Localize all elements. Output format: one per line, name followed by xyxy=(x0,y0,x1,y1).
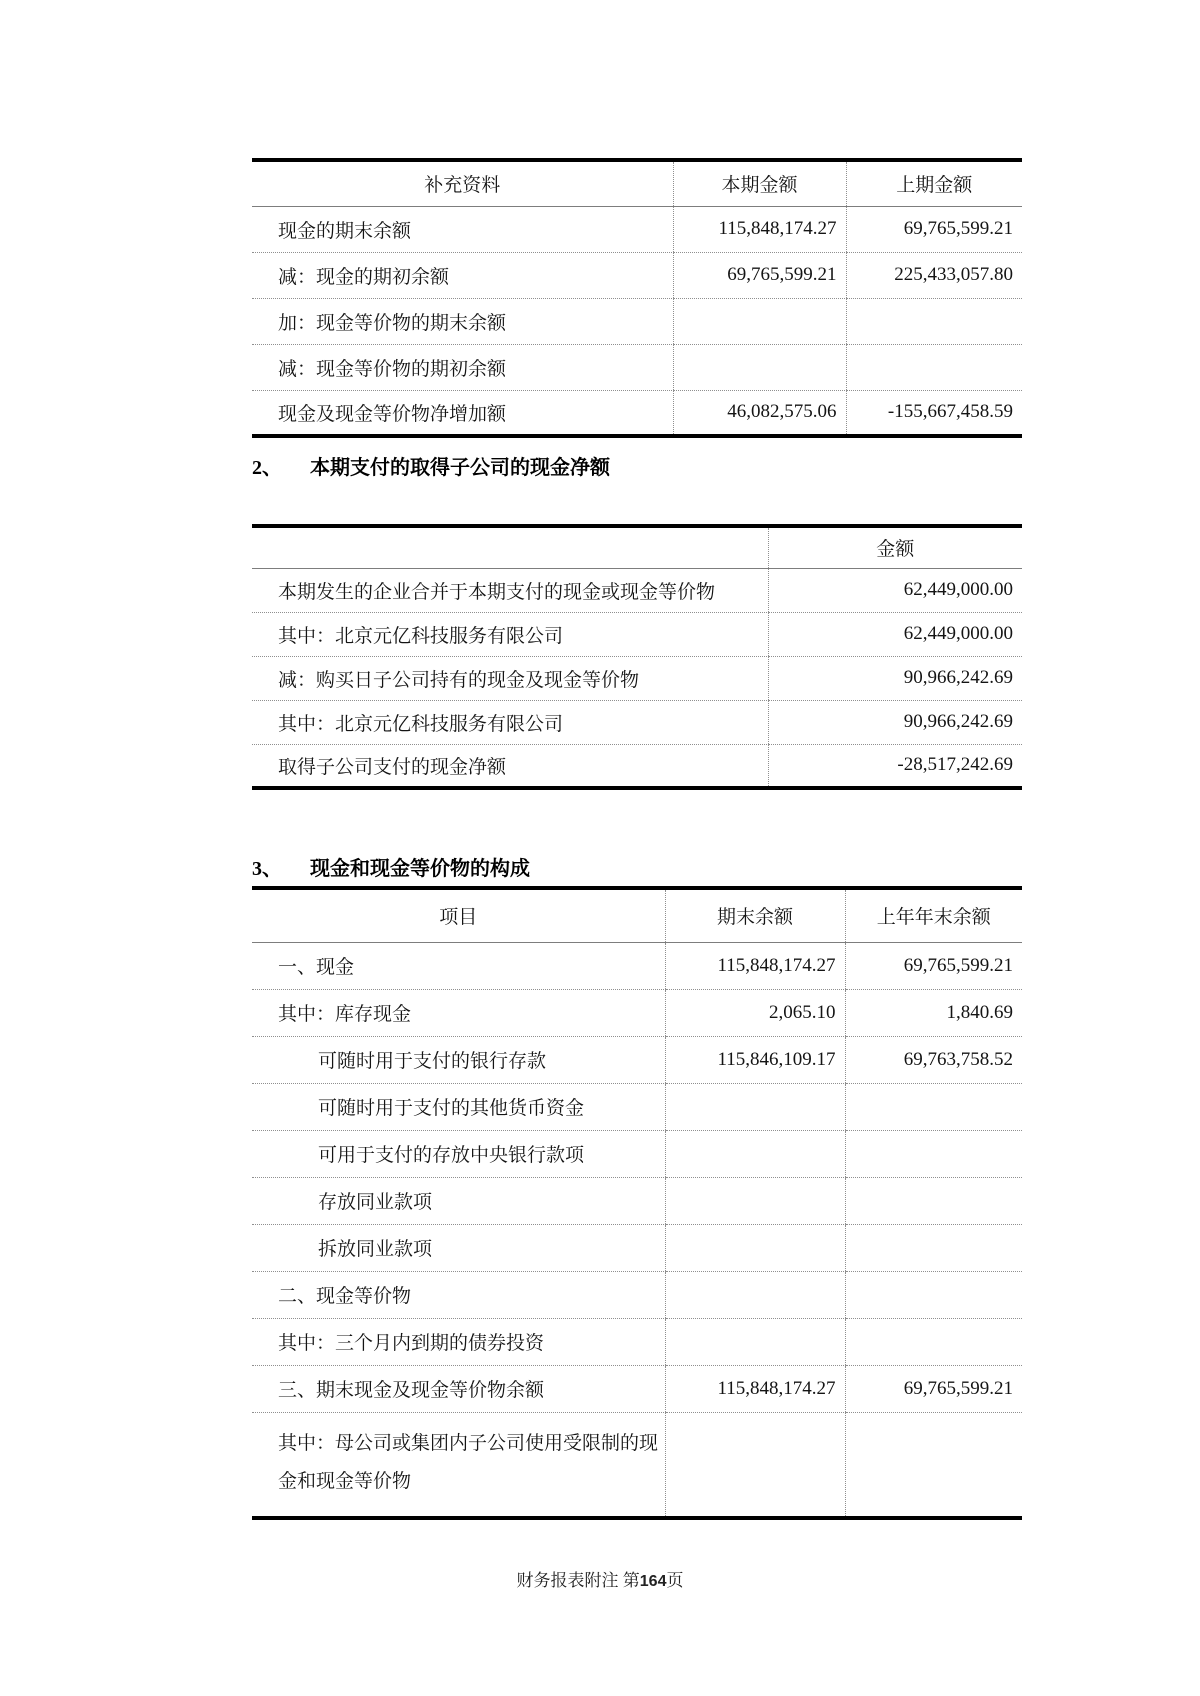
row-value: 90,966,242.69 xyxy=(768,700,1022,744)
row-value: 69,763,758.52 xyxy=(845,1036,1022,1083)
row-label: 其中：三个月内到期的债券投资 xyxy=(252,1318,665,1365)
row-label: 可随时用于支付的银行存款 xyxy=(252,1036,665,1083)
row-value xyxy=(845,1224,1022,1271)
row-value xyxy=(845,1271,1022,1318)
row-value xyxy=(845,1412,1022,1518)
column-header: 期末余额 xyxy=(665,888,845,942)
row-label: 拆放同业款项 xyxy=(252,1224,665,1271)
row-value: 115,848,174.27 xyxy=(665,942,845,989)
row-label: 可用于支付的存放中央银行款项 xyxy=(252,1130,665,1177)
section-heading-3 xyxy=(252,852,1022,881)
row-value: -28,517,242.69 xyxy=(768,744,1022,788)
table-row xyxy=(252,1177,1022,1224)
section-heading-2 xyxy=(252,451,1022,480)
table-row xyxy=(252,1365,1022,1412)
table-header-row xyxy=(252,888,1022,942)
row-value xyxy=(665,1083,845,1130)
row-label: 现金及现金等价物净增加额 xyxy=(278,403,507,425)
row-value: 2,065.10 xyxy=(665,989,845,1036)
table-row xyxy=(252,298,1022,344)
row-value: 69,765,599.21 xyxy=(846,206,1022,252)
column-header: 补充资料 xyxy=(252,160,673,206)
column-header: 项目 xyxy=(252,888,665,942)
column-header: 本期金额 xyxy=(673,160,846,206)
row-value xyxy=(845,1318,1022,1365)
row-value xyxy=(673,344,846,390)
row-value: 115,848,174.27 xyxy=(673,206,846,252)
row-value xyxy=(665,1130,845,1177)
row-label: 二、现金等价物 xyxy=(252,1271,665,1318)
row-label: 其中：母公司或集团内子公司使用受限制的现金和现金等价物 xyxy=(278,1432,659,1493)
footer-page-number: 164 xyxy=(639,1573,667,1590)
table-row xyxy=(252,390,1022,436)
column-header xyxy=(252,526,768,568)
table-row xyxy=(252,1412,1022,1518)
table-row xyxy=(252,568,1022,612)
row-value: 46,082,575.06 xyxy=(673,390,846,436)
table-row xyxy=(252,344,1022,390)
column-header: 金额 xyxy=(768,526,1022,568)
table-row xyxy=(252,612,1022,656)
table-header-row xyxy=(252,526,1022,568)
section-title: 本期支付的取得子公司的现金净额 xyxy=(310,457,610,479)
row-label: 减：现金的期初余额 xyxy=(252,252,673,298)
row-value: 69,765,599.21 xyxy=(845,1365,1022,1412)
row-value: 1,840.69 xyxy=(845,989,1022,1036)
table-row xyxy=(252,1130,1022,1177)
section-title: 现金和现金等价物的构成 xyxy=(310,858,530,880)
row-label: 减：购买日子公司持有的现金及现金等价物 xyxy=(252,656,768,700)
row-value: 115,848,174.27 xyxy=(665,1365,845,1412)
table-row xyxy=(252,252,1022,298)
table-row xyxy=(252,1271,1022,1318)
cash-composition-table xyxy=(252,886,1022,1520)
row-label: 本期发生的企业合并于本期支付的现金或现金等价物 xyxy=(252,568,768,612)
row-label: 其中：北京元亿科技服务有限公司 xyxy=(252,612,768,656)
row-value xyxy=(665,1224,845,1271)
row-label: 现金的期末余额 xyxy=(252,206,673,252)
row-value: -155,667,458.59 xyxy=(846,390,1022,436)
row-label: 其中：库存现金 xyxy=(252,989,665,1036)
subsidiary-acquisition-cash-table xyxy=(252,524,1022,790)
row-label: 加：现金等价物的期末余额 xyxy=(252,298,673,344)
table-row xyxy=(252,700,1022,744)
row-value: 62,449,000.00 xyxy=(768,568,1022,612)
table-row xyxy=(252,656,1022,700)
page-footer xyxy=(0,1566,1200,1591)
table-row xyxy=(252,989,1022,1036)
row-label: 三、期末现金及现金等价物余额 xyxy=(252,1365,665,1412)
row-label: 其中：北京元亿科技服务有限公司 xyxy=(252,700,768,744)
row-value xyxy=(845,1130,1022,1177)
footer-label: 财务报表附注 第 xyxy=(516,1571,640,1590)
row-label: 存放同业款项 xyxy=(252,1177,665,1224)
table-row xyxy=(252,206,1022,252)
supplementary-info-table xyxy=(252,158,1022,438)
row-value xyxy=(665,1318,845,1365)
section-number: 2、 xyxy=(252,457,282,479)
row-value xyxy=(673,298,846,344)
row-value: 90,966,242.69 xyxy=(768,656,1022,700)
row-label: 可随时用于支付的其他货币资金 xyxy=(252,1083,665,1130)
row-value xyxy=(846,344,1022,390)
row-value: 62,449,000.00 xyxy=(768,612,1022,656)
column-header: 上期金额 xyxy=(846,160,1022,206)
table-row xyxy=(252,1318,1022,1365)
table-row xyxy=(252,942,1022,989)
row-value xyxy=(665,1271,845,1318)
row-value: 225,433,057.80 xyxy=(846,252,1022,298)
table-row xyxy=(252,744,1022,788)
row-value xyxy=(665,1412,845,1518)
row-value: 69,765,599.21 xyxy=(673,252,846,298)
section-number: 3、 xyxy=(252,858,282,880)
row-label: 一、现金 xyxy=(252,942,665,989)
table-row xyxy=(252,1083,1022,1130)
row-value xyxy=(845,1083,1022,1130)
row-label: 取得子公司支付的现金净额 xyxy=(278,756,507,778)
row-value xyxy=(845,1177,1022,1224)
row-value xyxy=(665,1177,845,1224)
row-value: 115,846,109.17 xyxy=(665,1036,845,1083)
table-header-row xyxy=(252,160,1022,206)
row-label: 减：现金等价物的期初余额 xyxy=(252,344,673,390)
table-row xyxy=(252,1224,1022,1271)
table-row xyxy=(252,1036,1022,1083)
row-value: 69,765,599.21 xyxy=(845,942,1022,989)
footer-label-suffix: 页 xyxy=(666,1571,684,1590)
column-header: 上年年末余额 xyxy=(845,888,1022,942)
row-value xyxy=(846,298,1022,344)
